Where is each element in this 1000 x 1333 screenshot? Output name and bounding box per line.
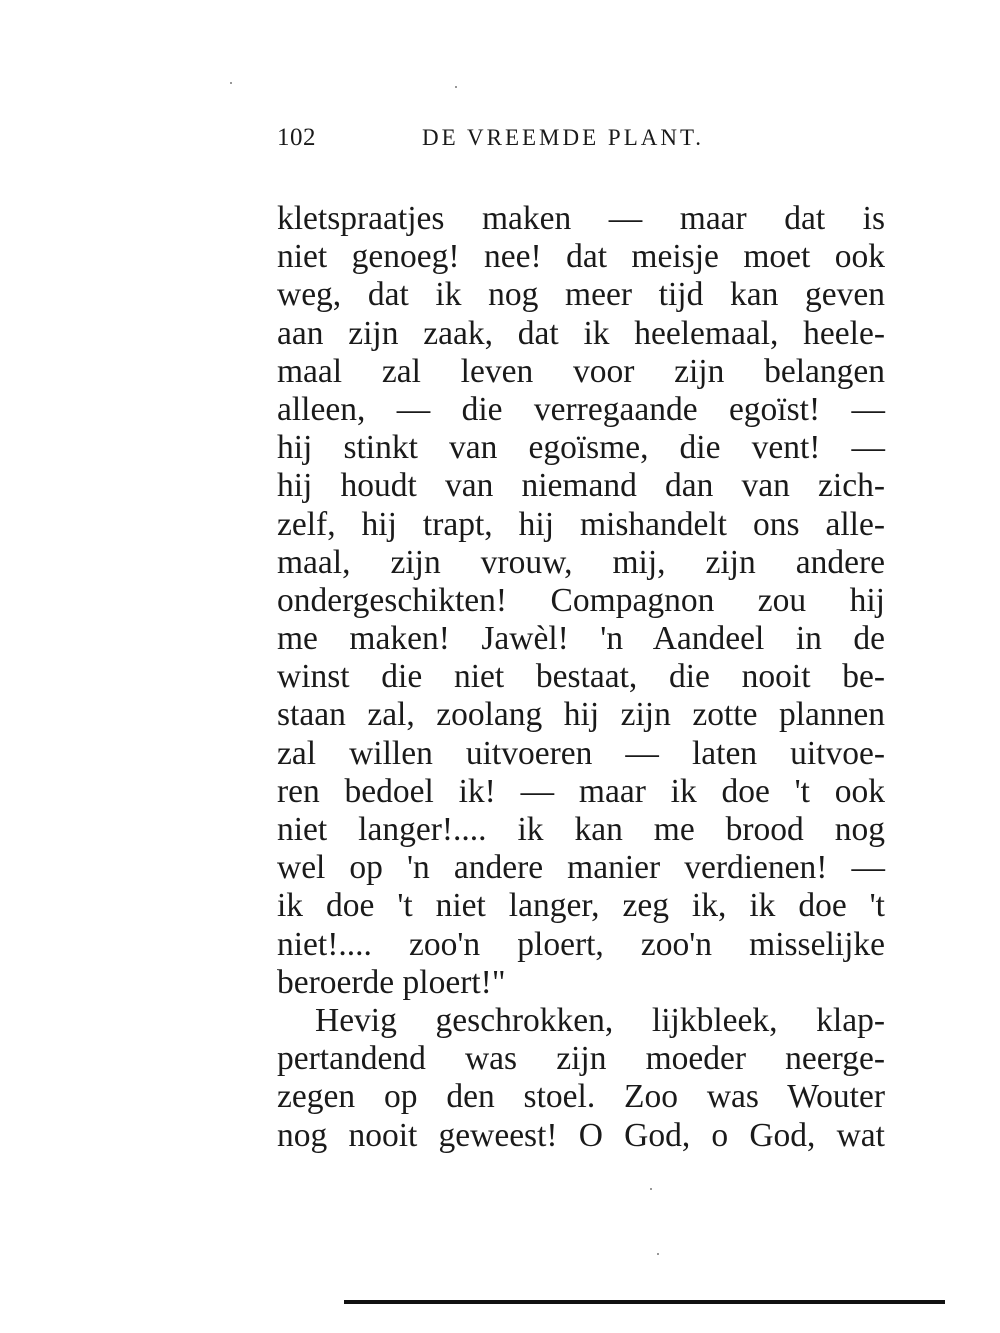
paragraph-first-line: Hevig geschrokken, lijkbleek, klap- (315, 1001, 885, 1039)
scan-speck (650, 1188, 652, 1190)
text-line: staan zal, zoolang hij zijn zotte plannen (277, 696, 885, 734)
text-line: hij stinkt van egoïsme, die vent! — (277, 429, 885, 467)
text-line: beroerde ploert!" (277, 963, 506, 1001)
text-line: kletspraatjes maken — maar dat is (277, 200, 885, 237)
text-line: ren bedoel ik! — maar ik doe 't ook (277, 772, 885, 810)
text-line: niet genoeg! nee! dat meisje moet ook (277, 238, 885, 276)
text-line: ondergeschikten! Compagnon zou hij (277, 581, 885, 619)
scan-speck (230, 82, 232, 84)
running-title: DE VREEMDE PLANT. (422, 125, 705, 150)
text-line: niet!.... zoo'n ploert, zoo'n misselijke (277, 925, 885, 963)
text-line: me maken! Jawèl! 'n Aandeel in de (277, 620, 885, 658)
text-line: pertandend was zijn moeder neerge- (277, 1040, 885, 1078)
text-line: hij houdt van niemand dan van zich- (277, 467, 885, 505)
text-line: alleen, — die verregaande egoïst! — (277, 390, 885, 428)
text-line: zal willen uitvoeren — laten uitvoe- (277, 734, 885, 772)
body-text (277, 200, 885, 1155)
text-line: zegen op den stoel. Zoo was Wouter (277, 1078, 885, 1116)
scan-speck (657, 1253, 659, 1255)
text-line: maal, zijn vrouw, mij, zijn andere (277, 543, 885, 581)
running-header (277, 124, 885, 164)
text-line: aan zijn zaak, dat ik heelemaal, heele- (277, 314, 885, 352)
bottom-rule (344, 1300, 945, 1304)
text-line: winst die niet bestaat, die nooit be- (277, 658, 885, 696)
text-line: wel op 'n andere manier verdienen! — (277, 849, 885, 887)
text-line: weg, dat ik nog meer tijd kan geven (277, 276, 885, 314)
text-line: maal zal leven voor zijn belangen (277, 352, 885, 390)
scan-speck (455, 86, 457, 88)
text-line: zelf, hij trapt, hij mishandelt ons alle- (277, 505, 885, 543)
text-line: niet langer!.... ik kan me brood nog (277, 811, 885, 848)
page-number: 102 (277, 124, 316, 151)
text-line: nog nooit geweest! O God, o God, wat (277, 1116, 885, 1154)
text-line: ik doe 't niet langer, zeg ik, ik doe 't (277, 887, 885, 925)
